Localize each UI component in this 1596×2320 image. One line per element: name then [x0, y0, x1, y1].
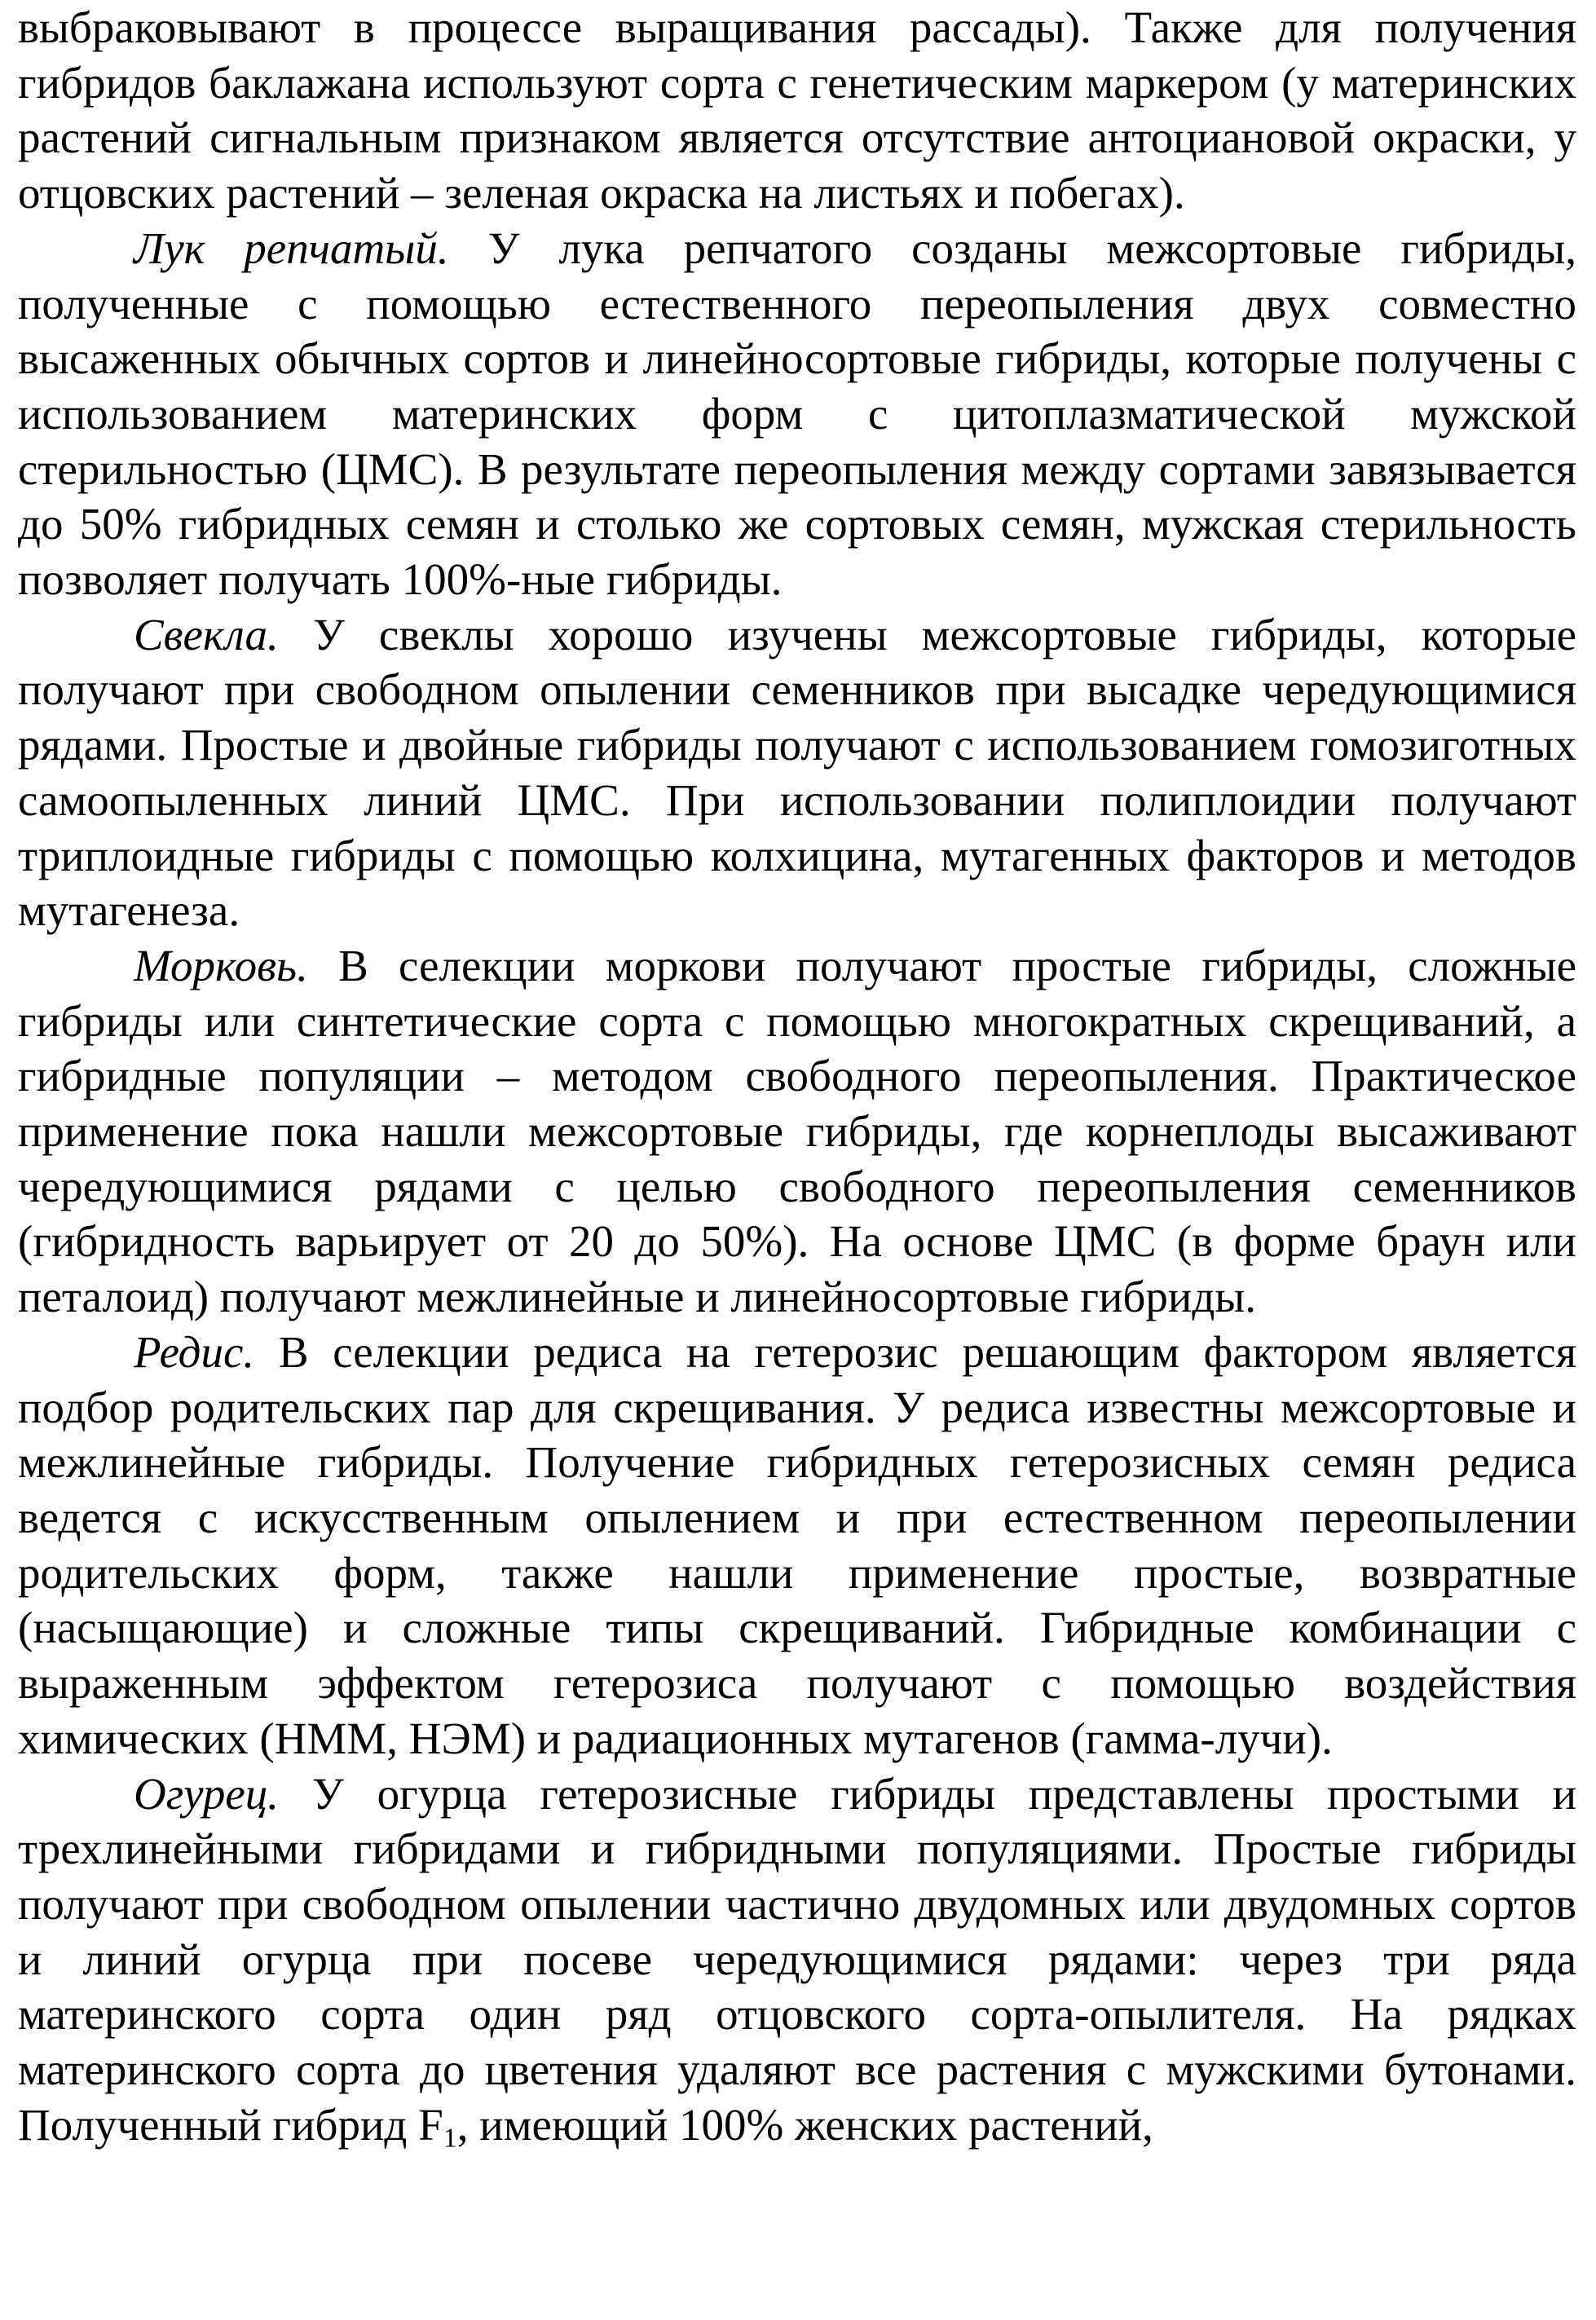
paragraph-eggplant-continued: [18, 0, 1576, 221]
paragraph-text: выбраковывают в процессе выращивания рассады). Также для получения гибридов баклажана используют сорта с генетическим маркером (у материнских растений сигнальным признаком является отсутствие антоциановой окраски, у отцовских растений – зеленая окраска на листьях и побегах).: [18, 2, 1576, 218]
paragraph-text: У свеклы хорошо изучены межсортовые гибриды, которые получают при свободном опылении семенников при высадке чередующимися рядами. Простые и двойные гибриды получают с использованием гомозиготных самоопыленных линий ЦМС. При использовании полиплоидии получают триплоидные гибриды с помощью колхицина, мутагенных факторов и методов мутагенеза.: [18, 609, 1576, 936]
subscript-index: 1: [443, 2123, 457, 2154]
paragraph-text: В селекции моркови получают простые гибриды, сложные гибриды или синтетические сорта с помощью многократных скрещиваний, а гибридные популяции – методом свободного переопыления. Практическое применение пока нашли межсортовые гибриды, где корнеплоды высаживают чередующимися рядами с целью свободного переопыления семенников (гибридность варьирует от 20 до 50%). На основе ЦМС (в форме браун или петалоид) получают межлинейные и линейносортовые гибриды.: [18, 940, 1576, 1322]
paragraph-lead-radish: Редис.: [134, 1326, 255, 1377]
paragraph-text: У огурца гетерозисные гибриды представлены простыми и трехлинейными гибридами и гибридными популяциями. Простые гибриды получают при свободном опылении частично двудомных или двудомных сортов и линий огурца при посеве чередующимися рядами: через три ряда материнского сорта один ряд отцовского сорта-опылителя. На рядках материнского сорта до цветения удаляют все растения с мужскими бутонами. Полученный гибрид F: [18, 1768, 1576, 2150]
paragraph-text-tail: , имеющий 100% женских растений,: [456, 2099, 1153, 2150]
paragraph-cucumber: [18, 1766, 1576, 2153]
paragraph-text: У лука репчатого созданы межсортовые гибриды, полученные с помощью естественного переопыления двух совместно высаженных обычных сортов и линейносортовые гибриды, которые получены с использованием материнских форм с цитоплазматической мужской стерильностью (ЦМС). В результате переопыления между сортами завязывается до 50% гибридных семян и столько же сортовых семян, мужская стерильность позволяет получать 100%-ные гибриды.: [18, 223, 1576, 605]
paragraph-lead-carrot: Морковь.: [134, 940, 308, 990]
paragraph-radish: [18, 1325, 1576, 1766]
paragraph-carrot: [18, 938, 1576, 1325]
paragraph-lead-cucumber: Огурец.: [134, 1768, 280, 1819]
paragraph-beet: [18, 607, 1576, 938]
document-page: [18, 0, 1576, 2152]
paragraph-text: В селекции редиса на гетерозис решающим фактором является подбор родительских пар для скрещивания. У редиса известны межсортовые и межлинейные гибриды. Получение гибридных гетерозисных семян редиса ведется с искусственным опылением и при естественном переопылении родительских форм, также нашли применение простые, возвратные (насыщающие) и сложные типы скрещиваний. Гибридные комбинации с выраженным эффектом гетерозиса получают с помощью воздействия химических (НММ, НЭМ) и радиационных мутагенов (гамма-лучи).: [18, 1326, 1576, 1763]
paragraph-lead-onion: Лук репчатый.: [134, 223, 449, 273]
paragraph-onion: [18, 221, 1576, 607]
paragraph-lead-beet: Свекла.: [134, 609, 279, 659]
